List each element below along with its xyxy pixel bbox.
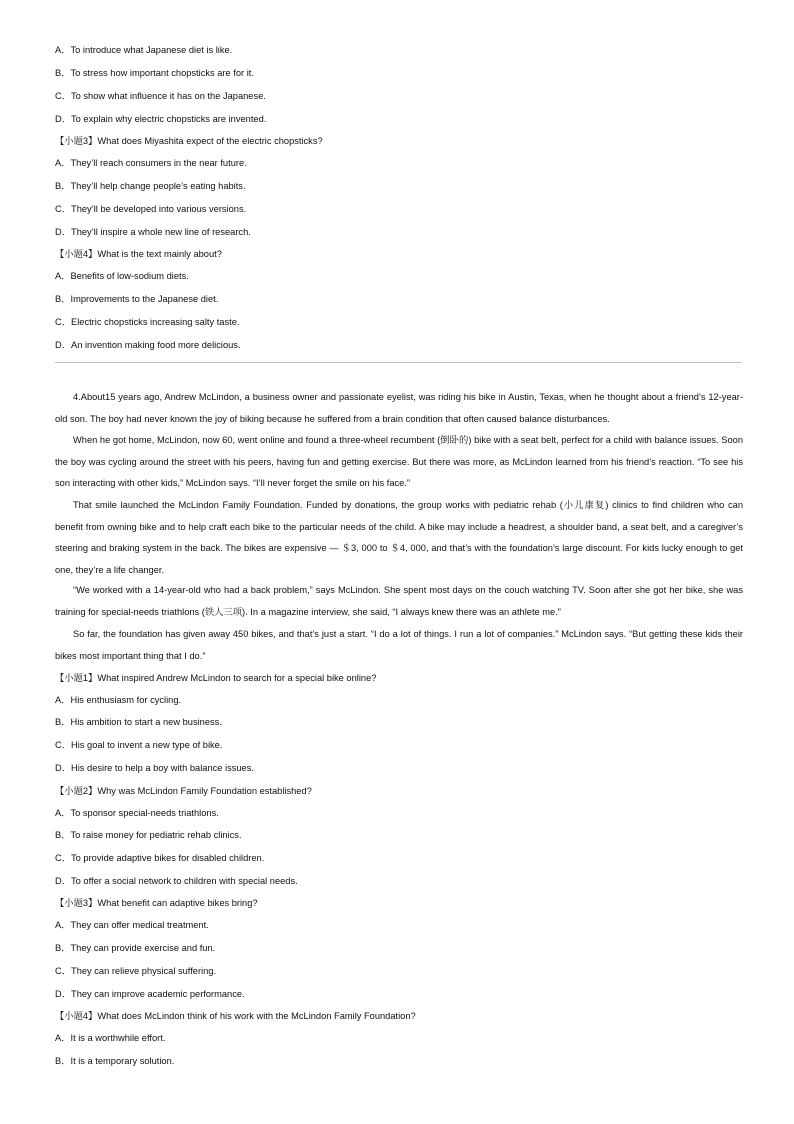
question-3-option-a: A．They can offer medical treatment.	[55, 920, 209, 930]
passage-paragraph-3	[55, 495, 743, 581]
passage-paragraph-1	[55, 387, 743, 430]
passage-paragraph-5-text: So far, the foundation has given away 450 bikes, and that’s just a start. “I do a lot of things. I run a lot of companies.” McLindon says. “But getting these kids their bikes most important thing that I do.”	[55, 629, 743, 661]
prev-q2-option-b: B．To stress how important chopsticks are for it.	[55, 68, 254, 78]
prev-q3-option-b: B．They’ll help change people’s eating habits.	[55, 181, 246, 191]
passage-paragraph-4	[55, 580, 743, 623]
question-4-option-b: B．It is a temporary solution.	[55, 1056, 175, 1066]
question-2-option-d: D．To offer a social network to children with special needs.	[55, 876, 298, 886]
prev-q4-option-c: C．Electric chopsticks increasing salty taste.	[55, 317, 240, 327]
prev-q3-option-c: C．They’ll be developed into various versions.	[55, 204, 247, 214]
question-2-option-a: A．To sponsor special-needs triathlons.	[55, 808, 219, 818]
passage-paragraph-2-text: When he got home, McLindon, now 60, went online and found a three-wheel recumbent (倒卧的) bike with a seat belt, perfect for a child with balance issues. Soon the boy was cycling around the street with his peers, having fun and getting exercise. But there was more, as McLindon learned from his friend’s reaction. “To see his son interacting with other kids,” McLindon says. “I’ll never forget the smile on his face.”	[55, 435, 743, 488]
passage-paragraph-1-text: 4.About15 years ago, Andrew McLindon, a business owner and passionate eyelist, was riding his bike in Austin, Texas, when he thought about a friend’s 12-year-old son. The boy had never known the joy of biking because he suffered from a brain condition that often caused balance disturbances.	[55, 392, 743, 424]
prev-q4-option-a: A．Benefits of low-sodium diets.	[55, 271, 189, 281]
prev-q2-option-a: A．To introduce what Japanese diet is like.	[55, 45, 233, 55]
question-1-option-a: A．His enthusiasm for cycling.	[55, 695, 182, 705]
question-1-stem: 【小题1】What inspired Andrew McLindon to search for a special bike online?	[55, 673, 377, 683]
question-1-option-b: B．His ambition to start a new business.	[55, 717, 222, 727]
passage-paragraph-3-text: That smile launched the McLindon Family Foundation. Funded by donations, the group works with pediatric rehab (小儿康复) clinics to find children who can benefit from owning bike and to help craft each bike to the particular needs of the child. A bike may include a headrest, a shoulder band, a seat belt, and a caregiver’s steering and braking system in the back. The bikes are expensive — ＄3, 000 to ＄4, 000, and that’s with the foundation’s large discount. For kids lucky enough to get one, they’re a life changer.	[55, 500, 743, 575]
section-divider	[55, 362, 741, 363]
passage-paragraph-5	[55, 624, 743, 667]
question-2-option-b: B．To raise money for pediatric rehab clinics.	[55, 830, 242, 840]
question-3-option-c: C．They can relieve physical suffering.	[55, 966, 217, 976]
prev-q2-option-d: D．To explain why electric chopsticks are invented.	[55, 114, 267, 124]
question-4-option-a: A．It is a worthwhile effort.	[55, 1033, 166, 1043]
prev-q4-option-b: B．Improvements to the Japanese diet.	[55, 294, 219, 304]
passage-paragraph-4-text: “We worked with a 14-year-old who had a back problem,” says McLindon. She spent most days on the couch watching TV. Soon after she got her bike, she was training for special-needs triathlons (铁人三项). In a magazine interview, she said, “I always knew there was an athlete me.”	[55, 585, 743, 617]
prev-q4-option-d: D．An invention making food more delicious.	[55, 340, 241, 350]
question-3-stem: 【小题3】What benefit can adaptive bikes bring?	[55, 898, 258, 908]
prev-q2-option-c: C．To show what influence it has on the Japanese.	[55, 91, 266, 101]
prev-q3-stem: 【小题3】What does Miyashita expect of the electric chopsticks?	[55, 136, 323, 146]
question-2-option-c: C．To provide adaptive bikes for disabled children.	[55, 853, 265, 863]
prev-q3-option-d: D．They’ll inspire a whole new line of research.	[55, 227, 251, 237]
question-1-option-c: C．His goal to invent a new type of bike.	[55, 740, 223, 750]
passage-paragraph-2	[55, 430, 743, 495]
prev-q3-option-a: A．They’ll reach consumers in the near future.	[55, 158, 247, 168]
question-1-option-d: D．His desire to help a boy with balance issues.	[55, 763, 254, 773]
question-2-stem: 【小题2】Why was McLindon Family Foundation established?	[55, 786, 312, 796]
question-3-option-d: D．They can improve academic performance.	[55, 989, 245, 999]
question-4-stem: 【小题4】What does McLindon think of his work with the McLindon Family Foundation?	[55, 1011, 416, 1021]
question-3-option-b: B．They can provide exercise and fun.	[55, 943, 216, 953]
prev-q4-stem: 【小题4】What is the text mainly about?	[55, 249, 222, 259]
